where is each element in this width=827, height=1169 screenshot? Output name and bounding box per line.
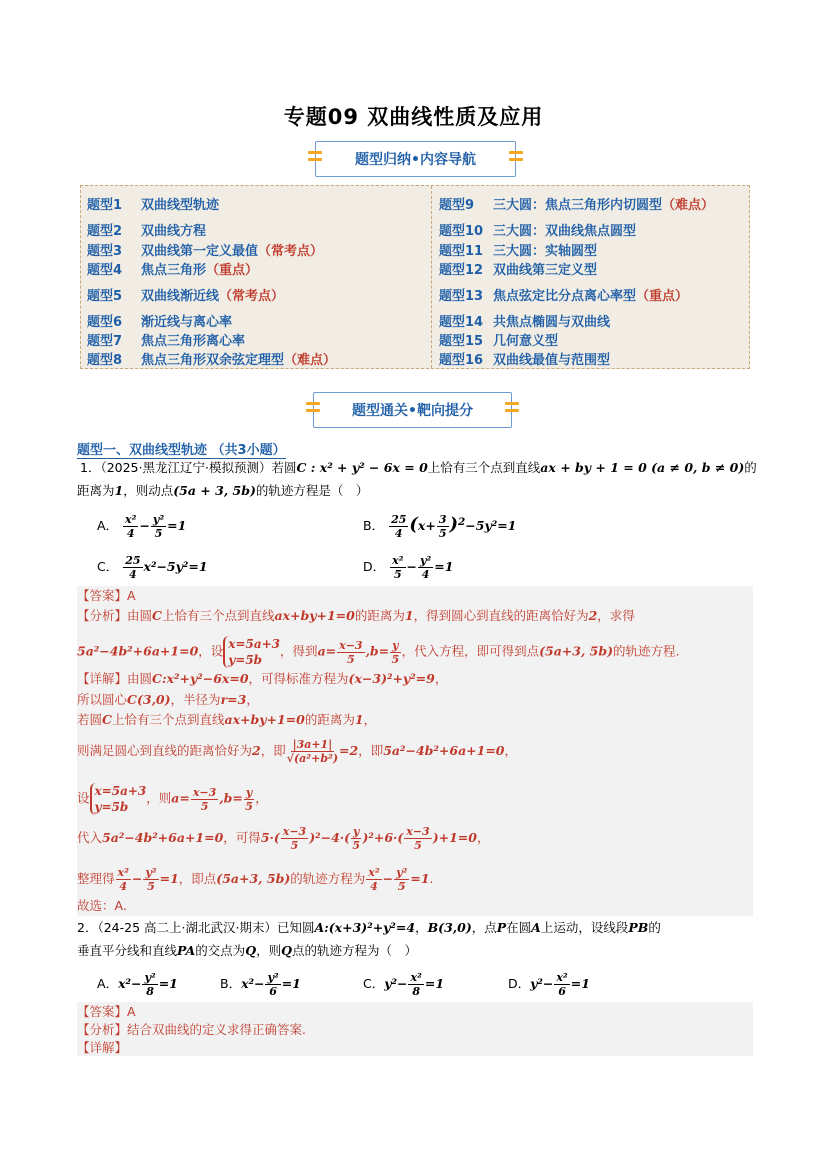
toc-item-number: 题型1 bbox=[87, 198, 123, 213]
toc-item-number: 题型2 bbox=[87, 224, 123, 239]
q1-circle-eq: C : x² + y² − 6x = 0 bbox=[296, 460, 428, 475]
toc-divider bbox=[431, 186, 432, 368]
toc-item-tag: （常考点） bbox=[219, 289, 285, 304]
toc-item-number: 题型3 bbox=[87, 244, 123, 259]
toc-item-label: 焦点三角形 bbox=[141, 263, 207, 278]
toc-item[interactable] bbox=[87, 259, 258, 278]
toc-item[interactable] bbox=[439, 220, 636, 239]
toc-banner bbox=[315, 141, 516, 177]
toc-item[interactable] bbox=[87, 349, 336, 368]
banner-deco-icon bbox=[306, 402, 320, 416]
toc-item[interactable] bbox=[87, 194, 219, 213]
toc-item-label: 三大圆：双曲线焦点圆型 bbox=[493, 224, 637, 239]
q1-mid: 上恰有三个点到直线 bbox=[427, 460, 541, 475]
q2-option-b[interactable]: B．x²− $\frac{\text{y²}}{6}$ =1 bbox=[220, 971, 301, 998]
toc-item-number: 题型5 bbox=[87, 289, 123, 304]
toc-item-number: 题型12 bbox=[439, 263, 484, 278]
toc-item[interactable] bbox=[439, 240, 597, 259]
answer-1-detail-l5: 设 x=5a+3 y=5b ，则a= $\frac{x-3}{5}$ ,b= $\frac{y}{5}$ ， bbox=[77, 784, 268, 814]
toc-item-number: 题型15 bbox=[439, 334, 484, 349]
toc-item-label: 焦点弦定比分点离心率型 bbox=[493, 289, 637, 304]
toc-item-number: 题型7 bbox=[87, 334, 123, 349]
answer-1-detail-l4: 则满足圆心到直线的距离恰好为2，即 $\frac{|3a+1|}{\text{√(a²+b²)}}$ =2，即5a²−4b²+6a+1=0， bbox=[77, 738, 518, 765]
answer-1-conclusion: 故选：A. bbox=[77, 898, 127, 913]
page-title: 专题09 双曲线性质及应用 bbox=[283, 105, 544, 129]
q1-option-c[interactable]: C． $\frac{25}{4}$ x²−5y²=1 bbox=[97, 554, 208, 581]
q1-line2b: ，则动点 bbox=[123, 483, 174, 498]
toc-item-label: 几何意义型 bbox=[493, 334, 559, 349]
toc-item-tag: （常考点） bbox=[258, 244, 324, 259]
answer-1-detail-l3: 若圆C上恰有三个点到直线ax+by+1=0的距离为1， bbox=[77, 712, 377, 727]
option-label: B． bbox=[363, 518, 385, 534]
q2-option-d[interactable]: D．y²− $\frac{\text{x²}}{6}$ =1 bbox=[508, 971, 590, 998]
answer-2-key: 【答案】A bbox=[77, 1004, 136, 1019]
q2-option-a[interactable]: A．x²− $\frac{\text{y²}}{8}$ =1 bbox=[97, 971, 178, 998]
toc-item-label: 共焦点椭圆与双曲线 bbox=[493, 315, 611, 330]
q1-option-d[interactable]: D． $\frac{\text{x²}}{5}$ − $\frac{\text{y²}}{4}$ =1 bbox=[363, 554, 454, 581]
answer-2-detail: 【详解】 bbox=[77, 1040, 128, 1055]
answer-1-detail-l7: 整理得 $\frac{\text{x²}}{4}$ − $\frac{\text{y²}}{5}$ =1，即点(5a+3, 5b)的轨迹方程为 $\frac{\text{x²}}{4}$ − $\frac{\text{y²}}{5}$ =1. bbox=[77, 866, 434, 893]
toc-item-label: 双曲线渐近线 bbox=[141, 289, 220, 304]
q1-point: (5a + 3, 5b) bbox=[173, 483, 256, 498]
toc-item-label: 双曲线最值与范围型 bbox=[493, 353, 611, 368]
toc-item-tag: （重点） bbox=[636, 289, 689, 304]
toc-item[interactable] bbox=[439, 194, 714, 213]
toc-item[interactable] bbox=[87, 311, 232, 330]
toc-item[interactable] bbox=[439, 285, 688, 304]
answer-1-detail-l6: 代入5a²−4b²+6a+1=0，可得5·( $\frac{x-3}{5}$ )²−4·( $\frac{y}{5}$ )²+6·( $\frac{x-3}{5}$ )+1=0， bbox=[77, 825, 490, 852]
q1-line2c: 的轨迹方程是（ ） bbox=[255, 483, 369, 498]
toc-item-number: 题型4 bbox=[87, 263, 123, 278]
toc-item-label: 双曲线第三定义型 bbox=[493, 263, 598, 278]
toc-item-label: 双曲线方程 bbox=[141, 224, 207, 239]
toc-banner-label: 题型归纳•内容导航 bbox=[355, 152, 476, 168]
toc-item-number: 题型11 bbox=[439, 244, 484, 259]
practice-banner-label: 题型通关•靶向提分 bbox=[352, 403, 473, 419]
toc-item[interactable] bbox=[439, 330, 558, 349]
answer-1-key: 【答案】A bbox=[77, 588, 136, 603]
q1-line2a: 距离为 bbox=[77, 483, 115, 498]
toc-item[interactable] bbox=[87, 240, 323, 259]
option-label: D． bbox=[363, 559, 386, 574]
toc-item-tag: （重点） bbox=[206, 263, 259, 278]
toc-item-number: 题型6 bbox=[87, 315, 123, 330]
toc-item-label: 三大圆：焦点三角形内切圆型 bbox=[493, 198, 663, 213]
banner-deco-icon bbox=[509, 151, 523, 165]
toc-item[interactable] bbox=[439, 259, 597, 278]
toc-item-label: 三大圆：实轴圆型 bbox=[493, 244, 598, 259]
toc-item[interactable] bbox=[439, 349, 610, 368]
option-label: C． bbox=[97, 559, 119, 574]
q1-prefix: 1．（2025·黑龙江辽宁·模拟预测）若圆 bbox=[80, 460, 297, 475]
toc-item-tag: （难点） bbox=[662, 198, 715, 213]
toc-item-label: 渐近线与离心率 bbox=[141, 315, 233, 330]
answer-2-analysis: 【分析】结合双曲线的定义求得正确答案. bbox=[77, 1022, 306, 1037]
banner-deco-icon bbox=[505, 402, 519, 416]
q1-one: 1 bbox=[114, 483, 124, 498]
answer-1-detail-l1: 【详解】由圆C:x²+y²−6x=0，可得标准方程为(x−3)²+y²=9， bbox=[77, 671, 448, 686]
toc-item-number: 题型10 bbox=[439, 224, 484, 239]
question-1-line2 bbox=[77, 482, 368, 500]
question-2-line2: 垂直平分线和直线PA的交点为Q，则Q点的轨迹方程为（ ） bbox=[77, 943, 418, 958]
banner-deco-icon bbox=[308, 151, 322, 165]
q1-option-b[interactable]: B． $\frac{25}{4}$ (x+ $\frac{3}{5}$ )$^2$−5y²=1 bbox=[363, 513, 517, 541]
section-heading: 题型一、双曲线型轨迹 （共3小题） bbox=[77, 439, 286, 459]
toc-item-number: 题型9 bbox=[439, 198, 475, 213]
toc-item[interactable] bbox=[439, 311, 610, 330]
toc-item[interactable] bbox=[87, 220, 206, 239]
practice-banner bbox=[313, 392, 512, 428]
q1-end: 的 bbox=[744, 460, 757, 475]
toc-item-number: 题型14 bbox=[439, 315, 484, 330]
toc-item-label: 焦点三角形离心率 bbox=[141, 334, 246, 349]
answer-1-analysis-l1: 【分析】由圆C上恰有三个点到直线ax+by+1=0的距离为1，得到圆心到直线的距离恰好为2，求得 bbox=[77, 608, 635, 623]
toc-item-label: 双曲线型轨迹 bbox=[141, 198, 220, 213]
toc-item-number: 题型16 bbox=[439, 353, 484, 368]
toc-item-number: 题型8 bbox=[87, 353, 123, 368]
toc-item-number: 题型13 bbox=[439, 289, 484, 304]
q1-option-a[interactable]: A． $\frac{\text{x²}}{4}$ − $\frac{\text{y²}}{5}$ =1 bbox=[97, 513, 187, 540]
toc-item-tag: （难点） bbox=[284, 353, 337, 368]
toc-item[interactable] bbox=[87, 330, 245, 349]
toc-item-label: 双曲线第一定义最值 bbox=[141, 244, 259, 259]
q1-line-eq: ax + by + 1 = 0 (a ≠ 0, b ≠ 0) bbox=[540, 460, 745, 475]
answer-1-analysis-l2: 5a²−4b²+6a+1=0，设 x=5a+3 y=5b ，得到a= $\frac{x-3}{5}$ ,b= $\frac{y}{5}$ ，代入方程，即可得到点(5a+3, 5b)的轨迹方程. bbox=[77, 637, 680, 667]
question-2-line1: 2．（24-25 高二上·湖北武汉·期末）已知圆A:(x+3)²+y²=4，B(3,0)，点P在圆A上运动，设线段PB的 bbox=[77, 920, 661, 935]
toc-item-label: 焦点三角形双余弦定理型 bbox=[141, 353, 285, 368]
option-label: A． bbox=[97, 518, 119, 533]
toc-item[interactable] bbox=[87, 285, 284, 304]
question-1-line1 bbox=[80, 459, 757, 477]
q2-option-c[interactable]: C．y²− $\frac{\text{x²}}{8}$ =1 bbox=[363, 971, 445, 998]
answer-1-detail-l2: 所以圆心C(3,0)，半径为r=3， bbox=[77, 692, 259, 707]
